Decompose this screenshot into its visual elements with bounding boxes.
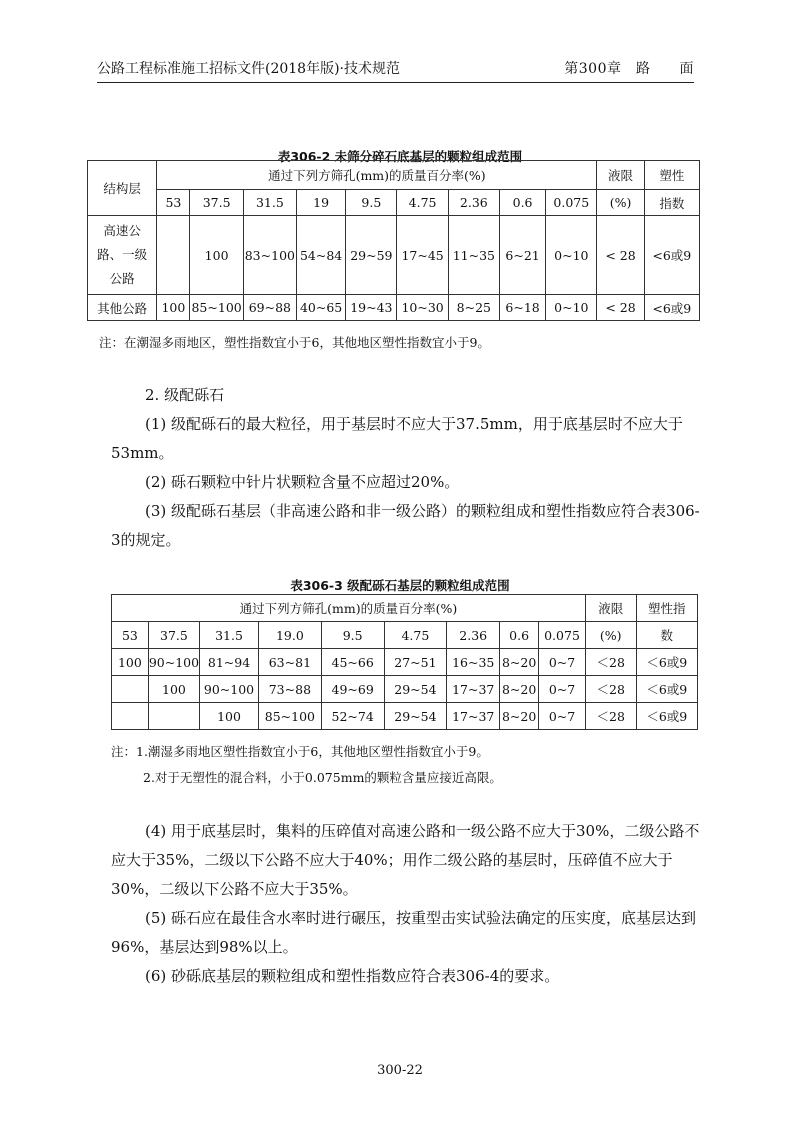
size-cell: 53 [157, 190, 190, 216]
cell: 19~43 [346, 295, 397, 321]
cell-pi: ＜6或9 [636, 703, 697, 730]
size-cell: 37.5 [148, 622, 199, 649]
cell: 0~10 [546, 295, 597, 321]
size-cell: 2.36 [447, 622, 500, 649]
cell: 90~100 [148, 649, 199, 676]
size-cell: 2.36 [448, 190, 499, 216]
size-cell: 19 [296, 190, 345, 216]
size-cell: 4.75 [384, 622, 447, 649]
ll-header: 液限 [597, 161, 644, 190]
cell: 52~74 [321, 703, 384, 730]
table-row [88, 216, 700, 295]
sieve-header: 通过下列方筛孔(mm)的质量百分率(%) [112, 595, 586, 622]
cell [112, 676, 149, 703]
size-cell: 0.6 [499, 190, 545, 216]
page-header [97, 58, 694, 83]
cell: 0~7 [539, 703, 586, 730]
paragraph: (1) 级配砾石的最大粒径，用于基层时不应大于37.5mm，用于底基层时不应大于53mm。 [111, 415, 683, 462]
table2-note-1: 注：1.潮湿多雨地区塑性指数宜小于6，其他地区塑性指数宜小于9。 [111, 744, 489, 759]
section-heading: 2. 级配砾石 [145, 386, 225, 404]
table2-caption: 表306-3 级配砾石基层的颗粒组成范围 [290, 578, 510, 593]
cell: 11~35 [448, 216, 499, 295]
cell [112, 703, 149, 730]
struct-header: 结构层 [88, 161, 157, 216]
document-title: 公路工程标准施工招标文件(2018年版)·技术规范 [97, 61, 401, 77]
pi-header-2: 数 [636, 622, 697, 649]
cell: 81~94 [200, 649, 259, 676]
pi-header: 塑性 [644, 161, 699, 190]
cell: 8~25 [448, 295, 499, 321]
cell-pi: ＜6或9 [636, 676, 697, 703]
paragraph: (5) 砾石应在最佳含水率时进行碾压，按重型击实试验法确定的压实度，底基层达到96%，基层达到98%以上。 [111, 909, 697, 956]
cell: 40~65 [296, 295, 345, 321]
cell-pi: ＜6或9 [636, 649, 697, 676]
size-cell: 9.5 [346, 190, 397, 216]
cell: 27~51 [384, 649, 447, 676]
cell: 83~100 [243, 216, 296, 295]
cell: 100 [190, 216, 243, 295]
paragraph: (4) 用于底基层时，集料的压碎值对高速公路和一级公路不应大于30%，二级公路不应大于35%，二级以下公路不应大于40%；用作二级公路的基层时，压碎值不应大于30%，二级以下公路不应大于35%。 [111, 822, 700, 898]
pi-header: 塑性指 [636, 595, 697, 622]
cell-ll: ＜28 [585, 703, 636, 730]
size-cell: 53 [112, 622, 149, 649]
table1-note: 注：在潮湿多雨地区，塑性指数宜小于6，其他地区塑性指数宜小于9。 [99, 335, 490, 350]
size-cell: 0.6 [500, 622, 539, 649]
cell: 17~37 [447, 703, 500, 730]
ll-header: 液限 [585, 595, 636, 622]
ll-unit: (%) [585, 622, 636, 649]
size-cell: 4.75 [397, 190, 448, 216]
ll-unit: (%) [597, 190, 644, 216]
cell: 85~100 [190, 295, 243, 321]
size-cell: 0.075 [539, 622, 586, 649]
paragraph: (6) 砂砾底基层的颗粒组成和塑性指数应符合表306-4的要求。 [145, 967, 560, 985]
section-text-2 [111, 817, 701, 991]
cell: 29~54 [384, 703, 447, 730]
cell: 6~21 [499, 216, 545, 295]
table-row [112, 676, 698, 703]
cell-ll: < 28 [597, 295, 644, 321]
cell: 8~20 [500, 649, 539, 676]
cell: 8~20 [500, 703, 539, 730]
size-cell: 19.0 [258, 622, 321, 649]
table1-caption: 表306-2 未筛分碎石底基层的颗粒组成范围 [277, 149, 523, 164]
cell: 0~7 [539, 649, 586, 676]
paragraph: (3) 级配砾石基层（非高速公路和非一级公路）的颗粒组成和塑性指数应符合表306-3的规定。 [111, 502, 700, 549]
cell: 29~54 [384, 676, 447, 703]
cell: 45~66 [321, 649, 384, 676]
table-306-2 [87, 160, 700, 321]
cell: 29~59 [346, 216, 397, 295]
cell: 49~69 [321, 676, 384, 703]
cell: 63~81 [258, 649, 321, 676]
table-row [88, 295, 700, 321]
sieve-header: 通过下列方筛孔(mm)的质量百分率(%) [157, 161, 597, 190]
cell: 8~20 [500, 676, 539, 703]
size-cell: 9.5 [321, 622, 384, 649]
cell: 100 [157, 295, 190, 321]
cell: 6~18 [499, 295, 545, 321]
cell: 16~35 [447, 649, 500, 676]
table-row [112, 703, 698, 730]
row-name: 其他公路 [88, 295, 157, 321]
table-306-3 [111, 594, 698, 730]
cell: 100 [112, 649, 149, 676]
section-text [111, 381, 701, 555]
cell: 85~100 [258, 703, 321, 730]
cell [148, 703, 199, 730]
page-number: 300-22 [377, 1063, 423, 1078]
cell: 69~88 [243, 295, 296, 321]
cell: 100 [200, 703, 259, 730]
cell: 100 [148, 676, 199, 703]
paragraph: (2) 砾石颗粒中针片状颗粒含量不应超过20%。 [145, 473, 460, 491]
size-cell: 37.5 [190, 190, 243, 216]
cell-ll: ＜28 [585, 676, 636, 703]
size-cell: 31.5 [200, 622, 259, 649]
cell-ll: < 28 [597, 216, 644, 295]
pi-header-2: 指数 [644, 190, 699, 216]
table-row [112, 649, 698, 676]
row-name: 高速公 路、一级 公路 [88, 216, 157, 295]
cell: 17~45 [397, 216, 448, 295]
cell: 90~100 [200, 676, 259, 703]
size-cell: 31.5 [243, 190, 296, 216]
cell-pi: <6或9 [644, 295, 699, 321]
cell [157, 216, 190, 295]
cell: 0~10 [546, 216, 597, 295]
cell: 17~37 [447, 676, 500, 703]
cell: 73~88 [258, 676, 321, 703]
cell-ll: ＜28 [585, 649, 636, 676]
cell-pi: <6或9 [644, 216, 699, 295]
chapter-title: 第300章 路 面 [564, 61, 694, 77]
table2-note-2: 2.对于无塑性的混合料，小于0.075mm的颗粒含量应接近高限。 [143, 770, 502, 785]
cell: 10~30 [397, 295, 448, 321]
cell: 54~84 [296, 216, 345, 295]
size-cell: 0.075 [546, 190, 597, 216]
cell: 0~7 [539, 676, 586, 703]
